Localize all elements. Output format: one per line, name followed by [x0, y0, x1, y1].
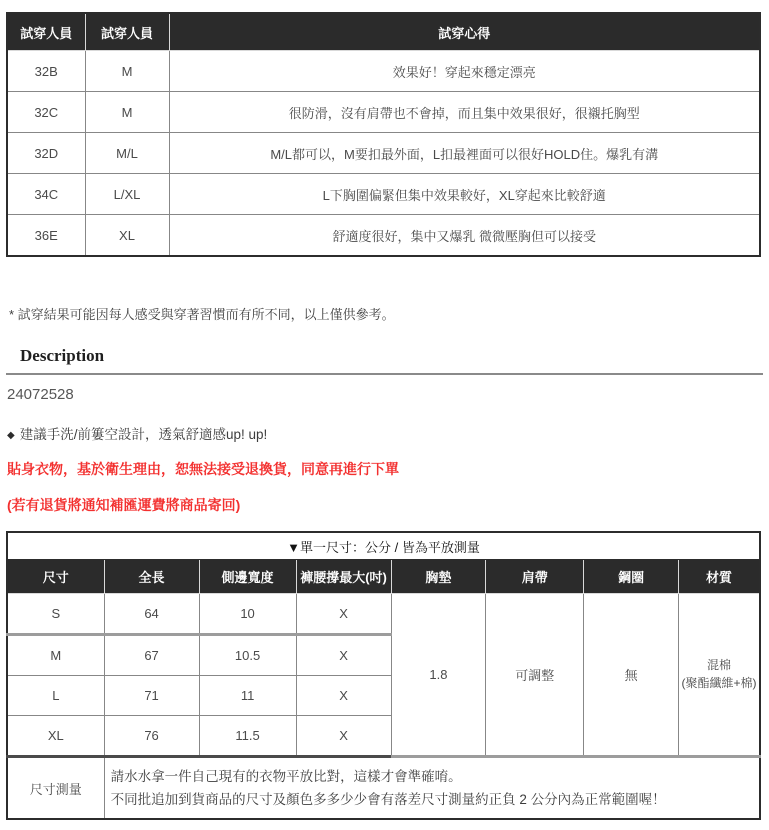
care-instruction-text: 建議手洗/前簍空設計，透氣舒適感up! up! [19, 427, 268, 442]
header-waist-stretch: 褲腰撐最大(吋) [296, 560, 391, 594]
waist-stretch-cell: X [296, 594, 391, 635]
fitting-row [7, 133, 760, 174]
size-chart-title: ▼單一尺寸：公分 / 皆為平放測量 [7, 532, 760, 560]
hygiene-warning-text: 貼身衣物，基於衛生理由，恕無法接受退換貨，同意再進行下單 [7, 461, 399, 477]
size-chart-title-row [7, 532, 760, 560]
header-size: 尺寸 [7, 560, 104, 594]
length-cell: 71 [104, 676, 199, 716]
comment-cell: M/L都可以，M要扣最外面，L扣最裡面可以很好HOLD住。爆乳有溝 [169, 133, 760, 174]
length-cell: 64 [104, 594, 199, 635]
tester-cell: 32B [7, 51, 85, 92]
side-width-cell: 11.5 [199, 716, 296, 757]
header-total-length: 全長 [104, 560, 199, 594]
header-material: 材質 [679, 560, 760, 594]
measure-label-cell: 尺寸測量 [7, 757, 104, 820]
comment-cell: L下胸圍偏緊但集中效果較好，XL穿起來比較舒適 [169, 174, 760, 215]
size-cell: L/XL [85, 174, 169, 215]
fitting-row [7, 51, 760, 92]
waist-stretch-cell: X [296, 676, 391, 716]
length-cell: 67 [104, 635, 199, 676]
return-warning-text: (若有退貨將通知補匯運費將商品寄回) [7, 497, 241, 513]
care-instruction-line [7, 423, 763, 443]
size-chart-header-row [7, 560, 760, 594]
size-name-cell: XL [7, 716, 104, 757]
measure-note-line2: 不同批追加到貨商品的尺寸及顏色多多少少會有落差尺寸測量約正負 2 公分內為正常範圍喔！ [110, 792, 666, 807]
side-width-cell: 11 [199, 676, 296, 716]
product-code: 24072528 [7, 386, 74, 403]
waist-stretch-cell: X [296, 635, 391, 676]
description-heading: Description [6, 346, 763, 375]
fitting-row [7, 92, 760, 133]
header-side-width: 側邊寬度 [199, 560, 296, 594]
header-pad: 胸墊 [391, 560, 486, 594]
size-row [7, 594, 760, 635]
fitting-header-row [7, 13, 760, 51]
fitting-row [7, 215, 760, 257]
size-cell: M [85, 51, 169, 92]
fitting-header-comment: 試穿心得 [169, 13, 760, 51]
header-strap: 肩帶 [486, 560, 584, 594]
fitting-disclaimer-note: * 試穿結果可能因每人感受與穿著習慣而有所不同，以上僅供參考。 [9, 307, 395, 322]
measure-note-cell [104, 757, 760, 820]
side-width-cell: 10 [199, 594, 296, 635]
length-cell: 76 [104, 716, 199, 757]
size-cell: XL [85, 215, 169, 257]
size-cell: M [85, 92, 169, 133]
size-chart-table [6, 531, 761, 820]
side-width-cell: 10.5 [199, 635, 296, 676]
size-name-cell: S [7, 594, 104, 635]
fitting-review-table [6, 12, 761, 257]
comment-cell: 效果好！穿起來穩定漂亮 [169, 51, 760, 92]
strap-cell: 可調整 [486, 594, 584, 757]
fitting-header-size: 試穿人員 [85, 13, 169, 51]
size-cell: M/L [85, 133, 169, 174]
fitting-row [7, 174, 760, 215]
measure-note-line1: 請水水拿一件自己現有的衣物平放比對，這樣才會準確唷。 [110, 769, 462, 784]
tester-cell: 34C [7, 174, 85, 215]
tester-cell: 32C [7, 92, 85, 133]
diamond-icon: ◆ [7, 430, 15, 441]
material-composition: (聚酯纖維+棉) [681, 675, 757, 690]
material-cell [679, 594, 760, 757]
size-name-cell: L [7, 676, 104, 716]
tester-cell: 32D [7, 133, 85, 174]
pad-cell: 1.8 [391, 594, 486, 757]
material-name: 混棉 [707, 658, 732, 673]
measure-row [7, 757, 760, 820]
comment-cell: 很防滑，沒有肩帶也不會掉，而且集中效果很好，很襯托胸型 [169, 92, 760, 133]
tester-cell: 36E [7, 215, 85, 257]
wire-cell: 無 [584, 594, 679, 757]
comment-cell: 舒適度很好，集中又爆乳 微微壓胸但可以接受 [169, 215, 760, 257]
size-name-cell: M [7, 635, 104, 676]
fitting-header-tester: 試穿人員 [7, 13, 85, 51]
header-wire: 鋼圈 [584, 560, 679, 594]
waist-stretch-cell: X [296, 716, 391, 757]
